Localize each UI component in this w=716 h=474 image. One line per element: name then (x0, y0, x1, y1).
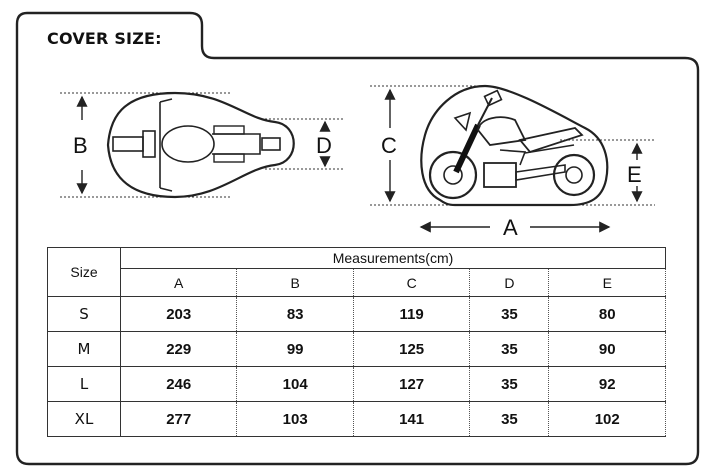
size-column-header: Size (48, 248, 121, 297)
value-cell: 125 (353, 332, 469, 367)
value-cell: 246 (121, 367, 237, 402)
value-cell: 83 (237, 297, 353, 332)
top-view-diagram (60, 93, 345, 197)
column-header-a: A (121, 269, 237, 297)
value-cell: 103 (237, 402, 353, 437)
table-row (48, 402, 666, 437)
column-header-d: D (470, 269, 549, 297)
value-cell: 92 (549, 367, 666, 402)
value-cell: 35 (470, 367, 549, 402)
table-row (48, 297, 666, 332)
dimension-label-d: D (316, 133, 332, 158)
size-table (47, 247, 666, 437)
value-cell: 203 (121, 297, 237, 332)
value-cell: 141 (353, 402, 469, 437)
size-cell: XL (48, 402, 121, 437)
size-cell: S (48, 297, 121, 332)
value-cell: 35 (470, 332, 549, 367)
value-cell: 127 (353, 367, 469, 402)
value-cell: 80 (549, 297, 666, 332)
page-title: COVER SIZE: (47, 29, 162, 48)
column-header-b: B (237, 269, 353, 297)
size-cell: M (48, 332, 121, 367)
value-cell: 35 (470, 297, 549, 332)
value-cell: 104 (237, 367, 353, 402)
column-header-c: C (353, 269, 469, 297)
value-cell: 229 (121, 332, 237, 367)
dimension-label-b: B (73, 133, 88, 158)
measurements-header: Measurements(cm) (121, 248, 666, 269)
column-header-e: E (549, 269, 666, 297)
side-view-diagram (370, 86, 655, 227)
size-cell: L (48, 367, 121, 402)
dimension-label-e: E (627, 162, 642, 187)
dimension-label-c: C (381, 133, 397, 158)
table-row (48, 332, 666, 367)
value-cell: 90 (549, 332, 666, 367)
table-row (48, 367, 666, 402)
dimension-label-a: A (503, 215, 518, 240)
value-cell: 99 (237, 332, 353, 367)
value-cell: 119 (353, 297, 469, 332)
value-cell: 102 (549, 402, 666, 437)
value-cell: 277 (121, 402, 237, 437)
value-cell: 35 (470, 402, 549, 437)
